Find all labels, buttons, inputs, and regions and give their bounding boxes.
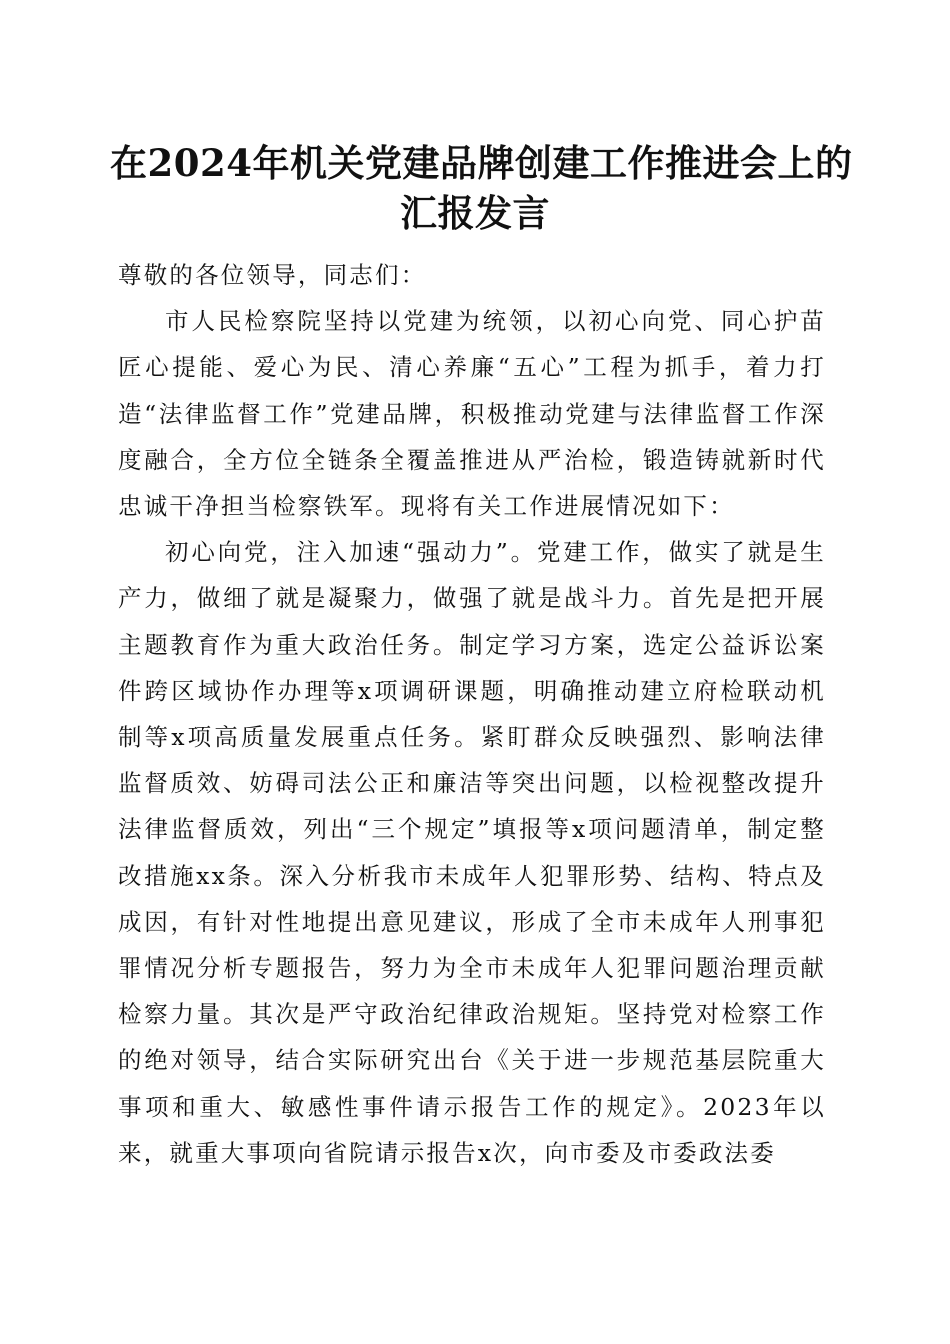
greeting: 尊敬的各位领导，同志们： bbox=[118, 261, 427, 289]
document-body bbox=[118, 252, 826, 1176]
paragraph-section-1: 初心向党，注入加速“强动力”。党建工作，做实了就是生产力，做细了就是凝聚力，做强了就是战斗力。首先是把开展主题教育作为重大政治任务。制定学习方案，选定公益诉讼案件跨区域协作办理等x项调研课题，明确推动建立府检联动机制等x项高质量发展重点任务。紧盯群众反映强烈、影响法律监督质效、妨碍司法公正和廉洁等突出问题，以检视整改提升法律监督质效，列出“三个规定”填报等x项问题清单，制定整改措施xx条。深入分析我市未成年人犯罪形势、结构、特点及成因，有针对性地提出意见建议，形成了全市未成年人刑事犯罪情况分析专题报告，努力为全市未成年人犯罪问题治理贡献检察力量。其次是严守政治纪律政治规矩。坚持党对检察工作的绝对领导，结合实际研究出台《关于进一步规范基层院重大事项和重大、敏感性事件请示报告工作的规定》。2023年以来，就重大事项向省院请示报告x次，向市委及市委政法委 bbox=[118, 538, 826, 1167]
title-line-2: 汇报发言 bbox=[400, 191, 550, 235]
title-line-1: 在2024年机关党建品牌创建工作推进会上的 bbox=[110, 141, 853, 185]
paragraph-intro: 市人民检察院坚持以党建为统领，以初心向党、同心护苗匠心提能、爱心为民、清心养廉“五心”工程为抓手，着力打造“法律监督工作”党建品牌，积极推动党建与法律监督工作深度融合，全方位全链条全覆盖推进从严治检，锻造铸就新时代忠诚干净担当检察铁军。现将有关工作进展情况如下： bbox=[118, 307, 826, 521]
document-title bbox=[110, 138, 853, 238]
